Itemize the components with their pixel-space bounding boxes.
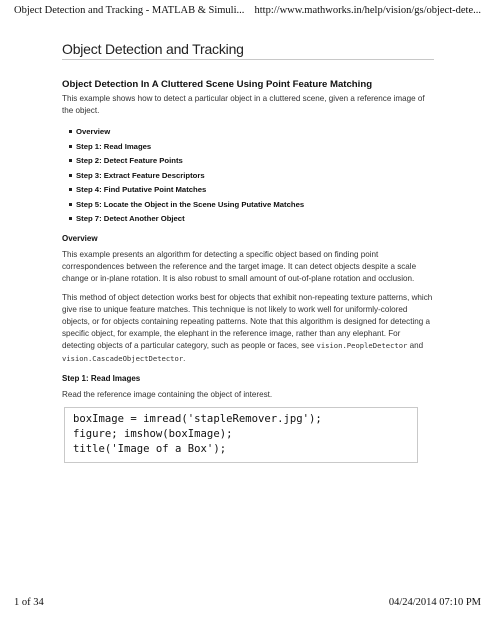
bullet-icon [69, 217, 72, 220]
page-counter: 1 of 34 [14, 597, 44, 608]
code-line: boxImage = imread('stapleRemover.jpg'); [73, 412, 322, 425]
code-block [64, 407, 418, 463]
toc-item-overview[interactable] [69, 126, 434, 141]
paragraph-text: This method of object detection works best for objects that exhibit non-repeating texture patterns, which give rise to unique feature matches. This technique is not likely to work well for uniformly-colored objects, or for objects containing repeating patterns. Note that this algorithm is designed for detecting a specific object, for example, the elephant in the reference image, rather than any elephant. For detecting objects of a particular category, such as people or faces, see [62, 292, 433, 351]
toc-item-step7[interactable] [69, 213, 434, 228]
print-header [10, 5, 485, 21]
inline-code[interactable]: vision.CascadeObjectDetector [62, 353, 184, 363]
toc-item-step5[interactable] [69, 199, 434, 214]
toc-item-step1[interactable] [69, 141, 434, 156]
bullet-icon [69, 188, 72, 191]
bullet-icon [69, 174, 72, 177]
toc-link[interactable]: Step 3: Extract Feature Descriptors [76, 170, 205, 180]
print-footer [10, 597, 485, 613]
toc-item-step4[interactable] [69, 184, 434, 199]
step1-heading: Step 1: Read Images [62, 373, 141, 383]
inline-code[interactable]: vision.PeopleDetector [316, 341, 408, 351]
paragraph-text: and [407, 341, 424, 351]
code-line: figure; imshow(boxImage); [73, 427, 233, 440]
page-title: Object Detection and Tracking [62, 41, 434, 60]
bullet-icon [69, 130, 72, 133]
overview-heading: Overview [62, 233, 98, 243]
document-content [62, 41, 434, 463]
code-line: title('Image of a Box'); [73, 442, 227, 455]
overview-paragraph-2 [62, 292, 434, 365]
example-intro: This example shows how to detect a particular object in a cluttered scene, given a reference image of the object. [62, 94, 425, 116]
header-page-title: Object Detection and Tracking - MATLAB & Simuli... [14, 5, 245, 16]
overview-paragraph: This example presents an algorithm for detecting a specific object based on finding point correspondences between the reference and the target image. It can detect objects despite a scale change or in-plane rotation. It is also robust to small amount of out-of-plane rotation and occlusion. [62, 249, 417, 284]
bullet-icon [69, 203, 72, 206]
toc-link[interactable]: Step 2: Detect Feature Points [76, 156, 183, 166]
toc-link[interactable]: Step 4: Find Putative Point Matches [76, 185, 207, 195]
toc-item-step2[interactable] [69, 155, 434, 170]
example-title: Object Detection In A Cluttered Scene Using Point Feature Matching [62, 79, 373, 90]
toc-link[interactable]: Overview [76, 127, 111, 137]
toc-link[interactable]: Step 5: Locate the Object in the Scene Using Putative Matches [76, 199, 305, 209]
paragraph-text: . [183, 353, 186, 363]
header-url: http://www.mathworks.in/help/vision/gs/object-dete... [254, 5, 481, 16]
bullet-icon [69, 145, 72, 148]
print-timestamp: 04/24/2014 07:10 PM [388, 597, 481, 608]
toc-item-step3[interactable] [69, 170, 434, 185]
toc-link[interactable]: Step 1: Read Images [76, 141, 152, 151]
table-of-contents [62, 126, 434, 228]
step1-text: Read the reference image containing the object of interest. [62, 389, 273, 399]
toc-link[interactable]: Step 7: Detect Another Object [76, 214, 185, 224]
bullet-icon [69, 159, 72, 162]
